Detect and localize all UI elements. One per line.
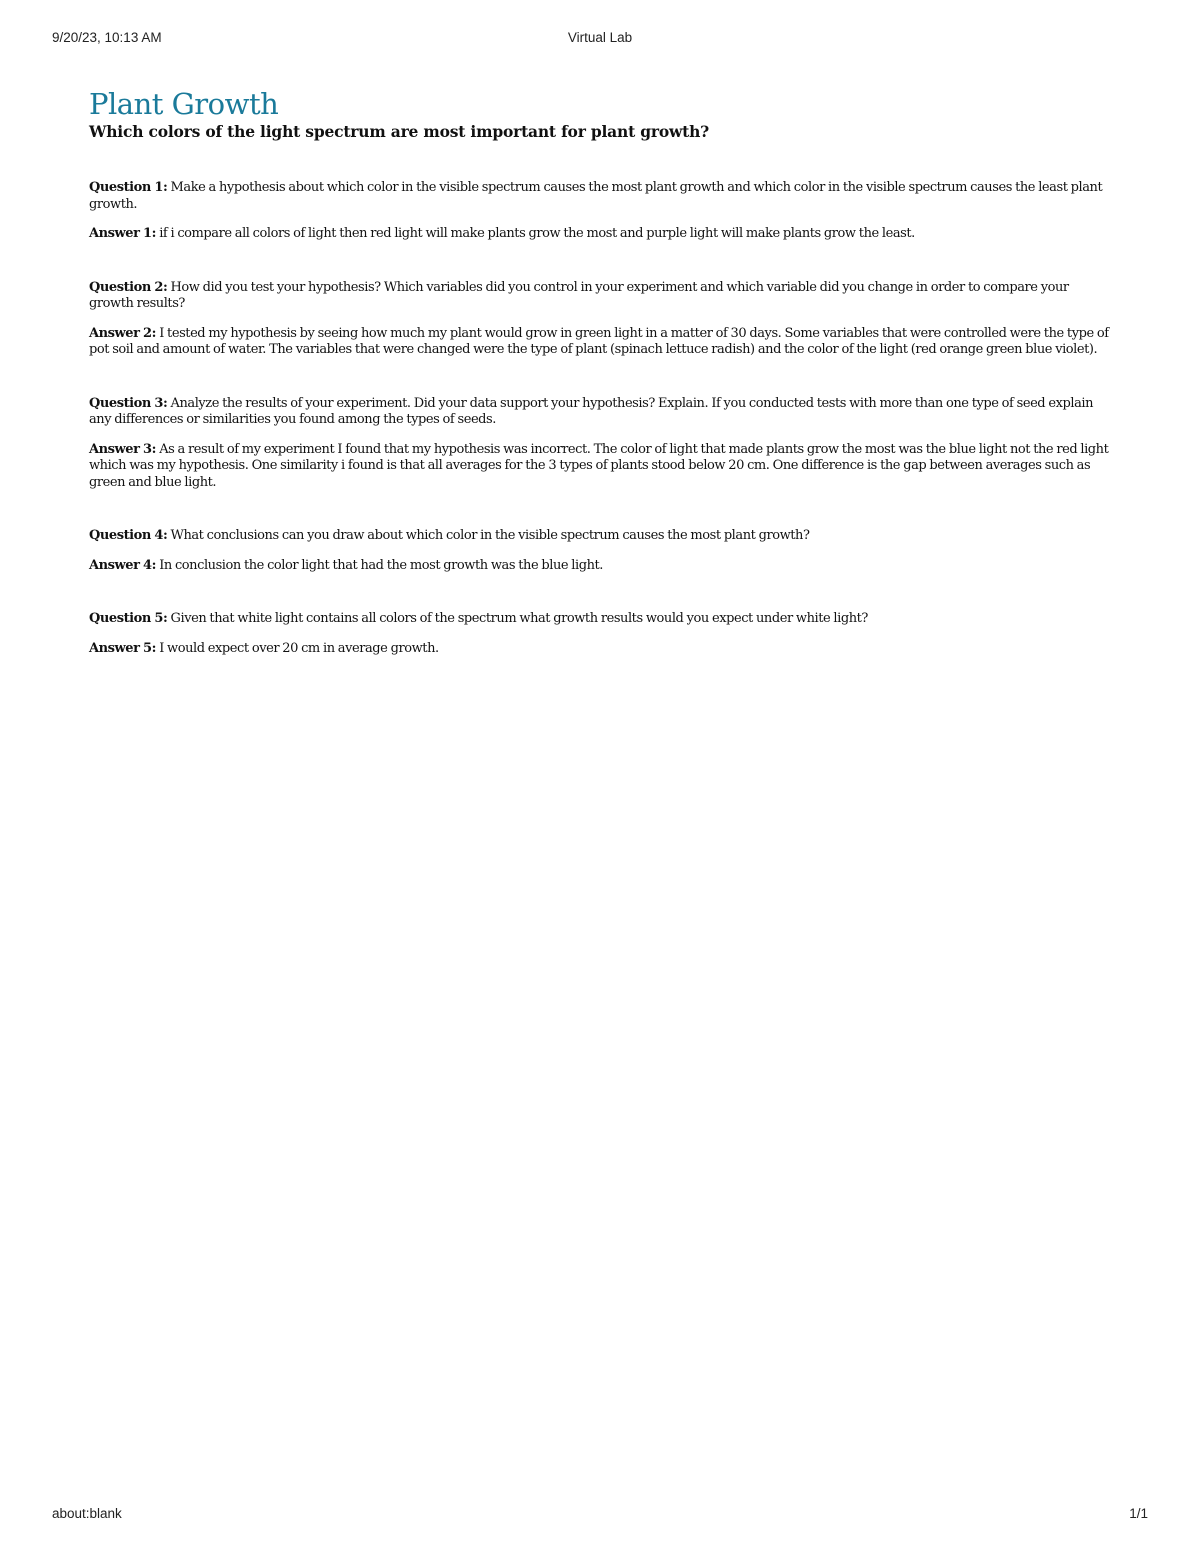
question-label: Question 3: [89,395,168,411]
lab-content [89,86,1114,657]
answer-text: In conclusion the color light that had the most growth was the blue light. [159,557,603,573]
qa-block-2 [89,280,1114,359]
answer-3 [89,442,1114,492]
answer-label: Answer 4: [89,557,156,573]
answer-5 [89,641,1114,658]
qa-block-1 [89,180,1114,243]
answer-text: As a result of my experiment I found that my hypothesis was incorrect. The color of light that made plants grow the most was the blue light not the red light which was my hypothesis. One similarity i found is that all averages for the 3 types of plants stood below 20 cm. One difference is the gap between averages such as green and blue light. [89,441,1109,490]
answer-label: Answer 3: [89,441,156,457]
print-footer-page-number: 1/1 [1129,1506,1148,1521]
question-label: Question 2: [89,279,168,295]
question-text: What conclusions can you draw about which color in the visible spectrum causes the most plant growth? [170,528,810,543]
question-text: How did you test your hypothesis? Which variables did you control in your experiment and which variable did you change in order to compare your growth results? [89,279,1069,311]
page-title: Plant Growth [89,87,279,121]
qa-block-3 [89,396,1114,492]
question-2 [89,280,1114,313]
question-4 [89,528,1114,545]
answer-1 [89,226,1114,243]
question-label: Question 4: [89,528,168,543]
qa-block-4 [89,528,1114,574]
answer-text: I would expect over 20 cm in average growth. [159,640,439,656]
print-header-datetime: 9/20/23, 10:13 AM [52,30,162,45]
answer-label: Answer 1: [89,226,156,241]
question-label: Question 1: [89,180,168,195]
answer-label: Answer 5: [89,640,156,656]
question-text: Analyze the results of your experiment. Did your data support your hypothesis? Explain. If you conducted tests with more than one type of seed explain any differences or similarities you found among the types of seeds. [89,395,1093,427]
print-footer-url: about:blank [52,1506,122,1521]
qa-block-5 [89,611,1114,657]
answer-label: Answer 2: [89,325,156,341]
answer-2 [89,326,1114,359]
question-5 [89,611,1114,628]
question-1 [89,180,1114,213]
print-header-title: Virtual Lab [567,30,633,45]
question-label: Question 5: [89,611,168,626]
page-subtitle: Which colors of the light spectrum are most important for plant growth? [89,122,710,141]
question-text: Make a hypothesis about which color in the visible spectrum causes the most plant growth and which color in the visible spectrum causes the least plant growth. [89,180,1103,212]
question-3 [89,396,1114,429]
answer-text: I tested my hypothesis by seeing how much my plant would grow in green light in a matter of 30 days. Some variables that were controlled were the type of pot soil and amount of water. The variables that were changed were the type of plant (spinach lettuce radish) and the color of the light (red orange green blue violet). [89,325,1109,357]
answer-4 [89,558,1114,575]
answer-text: if i compare all colors of light then red light will make plants grow the most and purple light will make plants grow the least. [159,226,915,241]
question-text: Given that white light contains all colors of the spectrum what growth results would you expect under white light? [170,611,868,626]
